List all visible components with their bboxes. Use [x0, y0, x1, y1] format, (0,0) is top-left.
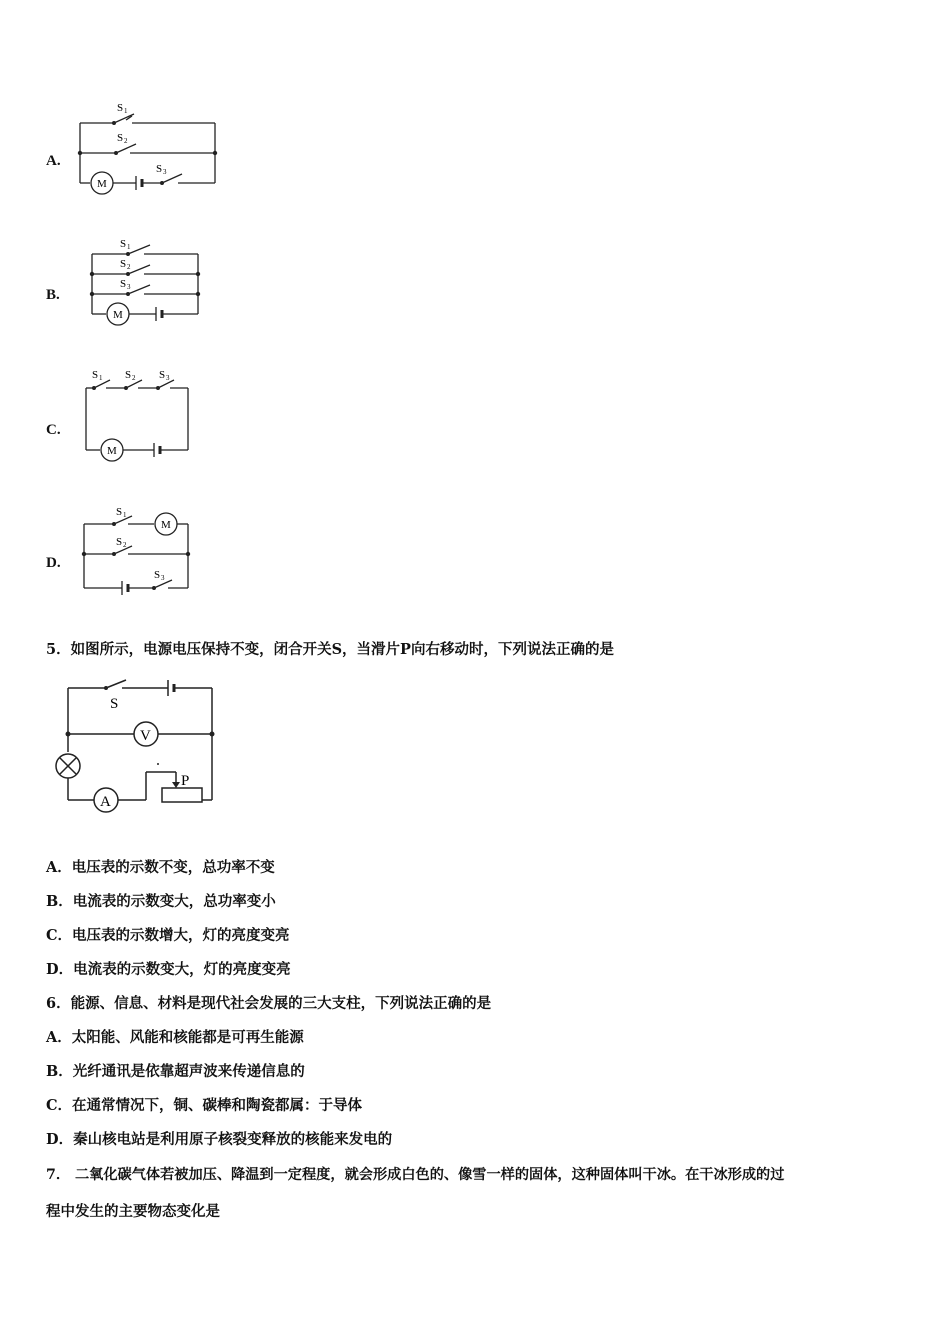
- circuit-diagram-b: [80, 234, 210, 334]
- switch-label-s3: S: [154, 569, 161, 581]
- slider-label-p: P: [181, 773, 190, 789]
- switch-sub-2: 2: [127, 263, 131, 271]
- motor-label: M: [113, 309, 123, 321]
- circuit-diagram-a: [70, 98, 225, 200]
- q5-option-c: C．电压表的示数增大，灯的亮度变亮: [46, 927, 290, 944]
- switch-sub-3: 3: [161, 574, 165, 582]
- switch-sub-3: 3: [166, 374, 170, 382]
- switch-sub-3: 3: [163, 168, 167, 176]
- motor-label: M: [107, 445, 117, 457]
- switch-label-s3: S: [156, 163, 163, 175]
- q5-stem: 5．如图所示，电源电压保持不变，闭合开关S，当滑片P向右移动时，下列说法正确的是: [46, 641, 614, 658]
- circuit-diagram-c: [76, 366, 201, 466]
- switch-label-s1: S: [117, 102, 124, 114]
- q6-option-c: C．在通常情况下，铜、碳棒和陶瓷都属：于导体: [46, 1097, 363, 1114]
- switch-sub-2: 2: [123, 541, 127, 549]
- switch-label-s2: S: [125, 369, 132, 381]
- switch-label-s3: S: [120, 278, 127, 290]
- voltmeter-label: V: [140, 728, 151, 744]
- switch-label-s2: S: [116, 536, 123, 548]
- switch-sub-1: 1: [127, 243, 131, 251]
- motor-label: M: [161, 519, 171, 531]
- option-label-d: D.: [46, 555, 61, 571]
- motor-label: M: [97, 178, 107, 190]
- switch-label-s1: S: [120, 238, 127, 250]
- q7-stem-line1: 7． 二氧化碳气体若被加压、降温到一定程度，就会形成白色的、像雪一样的固体，这种固体叫干冰。在干冰形成的过: [46, 1167, 785, 1183]
- switch-sub-3: 3: [127, 283, 131, 291]
- q6-stem: 6．能源、信息、材料是现代社会发展的三大支柱，下列说法正确的是: [46, 995, 492, 1012]
- q7-stem-line2: 程中发生的主要物态变化是: [46, 1203, 220, 1220]
- switch-sub-1: 1: [99, 374, 103, 382]
- q5-circuit-diagram: [50, 676, 225, 816]
- option-label-a: A.: [46, 153, 61, 169]
- option-label-c: C.: [46, 422, 61, 438]
- switch-label-s2: S: [117, 132, 124, 144]
- switch-sub-1: 1: [123, 511, 127, 519]
- q5-option-a: A．电压表的示数不变，总功率不变: [46, 859, 275, 876]
- circuit-diagram-d: [74, 502, 204, 602]
- q5-option-d: D．电流表的示数变大，灯的亮度变亮: [46, 961, 291, 978]
- switch-label-s: S: [110, 696, 119, 712]
- ammeter-label: A: [100, 794, 111, 810]
- switch-sub-2: 2: [132, 374, 136, 382]
- switch-label-s3: S: [159, 369, 166, 381]
- switch-label-s2: S: [120, 258, 127, 270]
- q6-option-a: A．太阳能、风能和核能都是可再生能源: [46, 1029, 304, 1046]
- switch-label-s1: S: [116, 506, 123, 518]
- switch-sub-2: 2: [124, 137, 128, 145]
- q6-option-d: D．秦山核电站是利用原子核裂变释放的核能来发电的: [46, 1131, 393, 1148]
- switch-sub-1: 1: [124, 107, 128, 115]
- q5-option-b: B．电流表的示数变大，总功率变小: [46, 893, 276, 910]
- option-label-b: B.: [46, 287, 60, 303]
- q6-option-b: B．光纤通讯是依靠超声波来传递信息的: [46, 1063, 305, 1080]
- switch-label-s1: S: [92, 369, 99, 381]
